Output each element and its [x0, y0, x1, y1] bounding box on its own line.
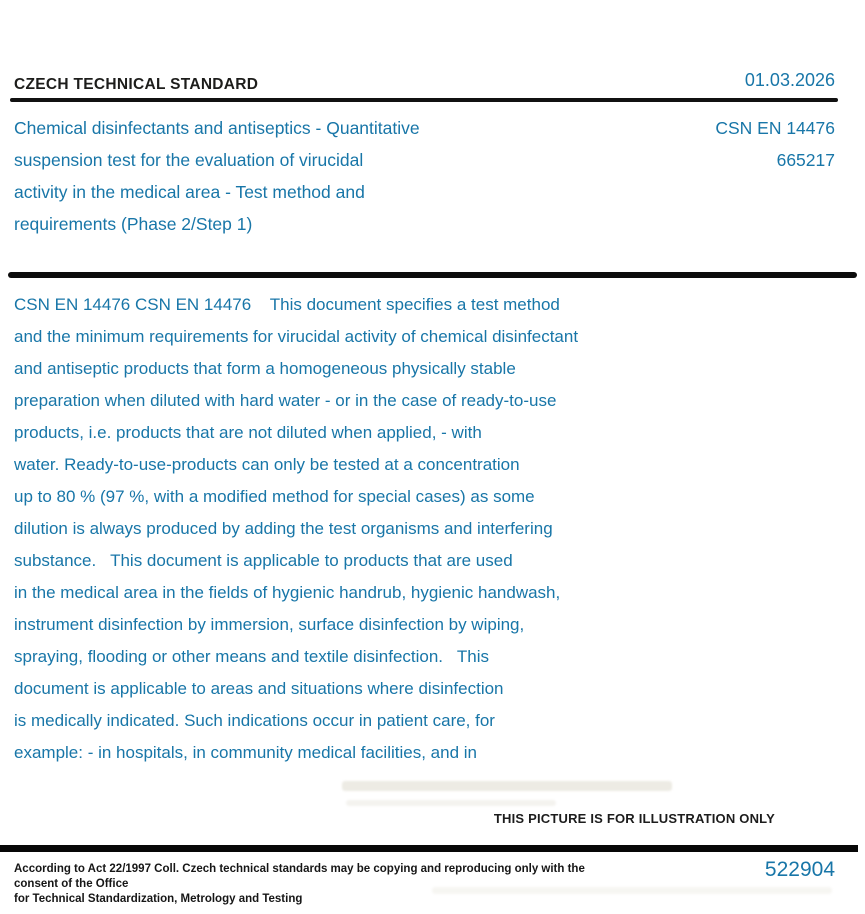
abstract-line: instrument disinfection by immersion, surface disinfection by wiping,	[14, 615, 525, 634]
copyright-line-1: According to Act 22/1997 Coll. Czech technical standards may be copying and reproducing only with the consent of the Office	[14, 863, 585, 890]
copyright-notice	[14, 862, 589, 907]
illustration-only-notice: THIS PICTURE IS FOR ILLUSTRATION ONLY	[493, 811, 775, 826]
abstract-line: example: - in hospitals, in community medical facilities, and in	[14, 743, 477, 762]
faint-watermark-line	[342, 781, 672, 791]
footer-document-number: 522904	[764, 858, 835, 881]
abstract-line: spraying, flooding or other means and textile disinfection. This	[14, 647, 490, 666]
abstract-line: substance. This document is applicable to products that are used	[14, 551, 513, 570]
header-divider	[10, 98, 838, 102]
standard-code: CSN EN 14476	[715, 118, 835, 138]
abstract-line: and antiseptic products that form a homogeneous physically stable	[14, 359, 516, 378]
standard-title-line: suspension test for the evaluation of virucidal	[14, 150, 364, 170]
document-type-heading: CZECH TECHNICAL STANDARD	[14, 76, 259, 93]
catalog-number: 665217	[776, 150, 835, 170]
copyright-line-2: for Technical Standardization, Metrology and Testing	[14, 893, 303, 905]
abstract-line: products, i.e. products that are not diluted when applied, - with	[14, 423, 482, 442]
abstract-line: CSN EN 14476 CSN EN 14476 This document specifies a test method	[14, 295, 560, 314]
standard-title	[14, 112, 574, 240]
standard-title-line: Chemical disinfectants and antiseptics - Quantitative	[14, 118, 420, 138]
abstract-line: dilution is always produced by adding the test organisms and interfering	[14, 519, 553, 538]
footer-divider	[0, 845, 858, 852]
abstract-line: and the minimum requirements for virucidal activity of chemical disinfectant	[14, 327, 579, 346]
abstract-line: water. Ready-to-use-products can only be tested at a concentration	[14, 455, 520, 474]
faint-watermark-line	[432, 887, 832, 894]
abstract-line: document is applicable to areas and situations where disinfection	[14, 679, 504, 698]
abstract-line: is medically indicated. Such indications occur in patient care, for	[14, 711, 495, 730]
abstract-text	[14, 289, 774, 769]
standard-title-line: activity in the medical area - Test method and	[14, 182, 365, 202]
faint-watermark-line	[346, 800, 556, 806]
section-divider	[8, 272, 857, 278]
abstract-line: in the medical area in the fields of hygienic handrub, hygienic handwash,	[14, 583, 561, 602]
abstract-line: up to 80 % (97 %, with a modified method for special cases) as some	[14, 487, 535, 506]
effective-date: 01.03.2026	[744, 70, 835, 90]
standard-identifiers	[575, 112, 835, 176]
standard-title-line: requirements (Phase 2/Step 1)	[14, 214, 253, 234]
abstract-line: preparation when diluted with hard water - or in the case of ready-to-use	[14, 391, 557, 410]
